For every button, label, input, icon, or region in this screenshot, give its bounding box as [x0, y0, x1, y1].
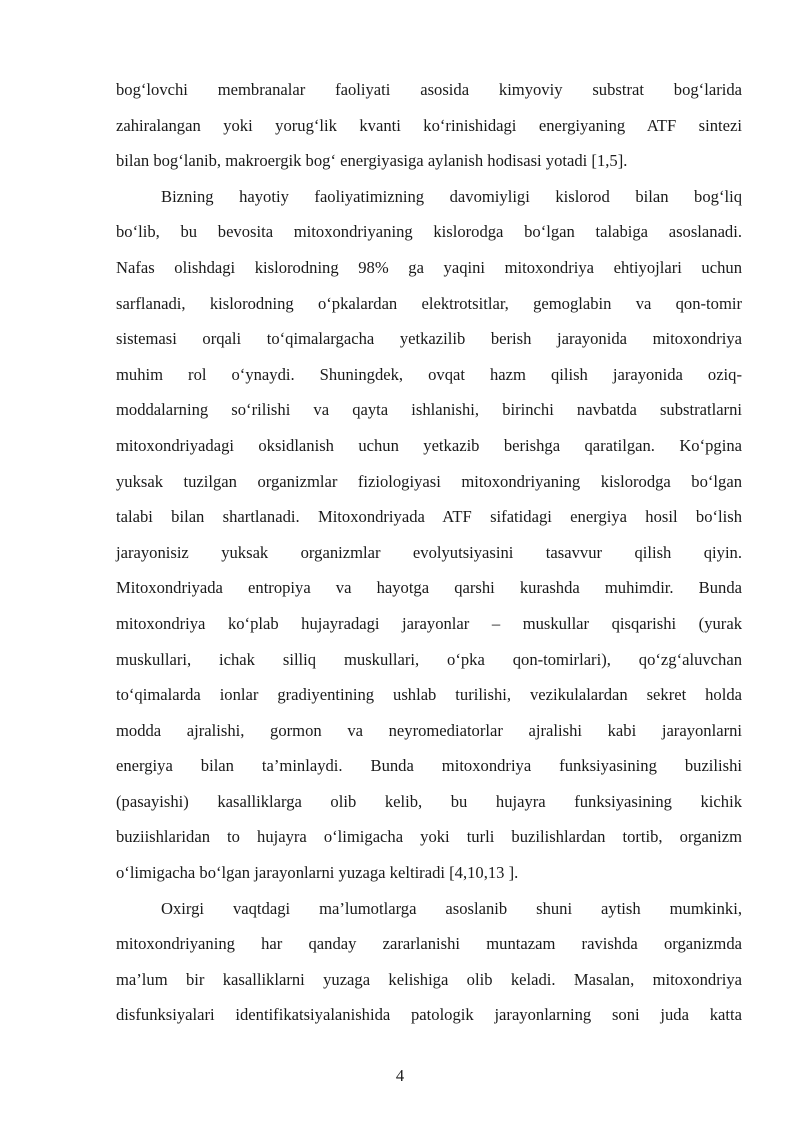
body-text — [116, 72, 742, 1033]
text-line: disfunksiyalari identifikatsiyalanishida patologik jarayonlarning soni juda katta — [116, 1005, 742, 1025]
text-line: (pasayishi) kasalliklarga olib kelib, bu hujayra funksiyasining kichik — [116, 791, 742, 811]
text-line: sistemasi orqali to‘qimalargacha yetkazilib berish jarayonida mitoxondriya — [116, 329, 742, 349]
text-line: ma’lum bir kasalliklarni yuzaga kelishiga olib keladi. Masalan, mitoxondriya — [116, 969, 742, 989]
text-line: Bizning hayotiy faoliyatimizning davomiyligi kislorod bilan bog‘liq — [161, 186, 742, 206]
text-line: Nafas olishdagi kislorodning 98% ga yaqini mitoxondriya ehtiyojlari uchun — [116, 257, 742, 277]
text-line: modda ajralishi, gormon va neyromediatorlar ajralishi kabi jarayonlarni — [116, 720, 742, 740]
text-line: Mitoxondriyada entropiya va hayotga qarshi kurashda muhimdir. Bunda — [116, 578, 742, 598]
paragraph-2 — [116, 179, 742, 891]
text-line: muhim rol o‘ynaydi. Shuningdek, ovqat hazm qilish jarayonida oziq- — [116, 364, 742, 384]
text-line: sarflanadi, kislorodning o‘pkalardan elektrotsitlar, gemoglabin va qon-tomir — [116, 293, 742, 313]
text-line: moddalarning so‘rilishi va qayta ishlanishi, birinchi navbatda substratlarni — [116, 400, 742, 420]
text-line: o‘limigacha bo‘lgan jarayonlarni yuzaga keltiradi [4,10,13 ]. — [116, 863, 519, 883]
text-line: muskullari, ichak silliq muskullari, o‘pka qon-tomirlari), qo‘zg‘aluvchan — [116, 649, 742, 669]
text-line: yuksak tuzilgan organizmlar fiziologiyasi mitoxondriyaning kislorodga bo‘lgan — [116, 471, 742, 491]
text-line: bo‘lib, bu bevosita mitoxondriyaning kislorodga bo‘lgan talabiga asoslanadi. — [116, 222, 742, 242]
text-line: jarayonisiz yuksak organizmlar evolyutsiyasini tasavvur qilish qiyin. — [116, 542, 742, 562]
text-line: talabi bilan shartlanadi. Mitoxondriyada ATF sifatidagi energiya hosil bo‘lish — [116, 507, 742, 527]
text-line: bog‘lovchi membranalar faoliyati asosida kimyoviy substrat bog‘larida — [116, 80, 742, 99]
text-line: Oxirgi vaqtdagi ma’lumotlarga asoslanib shuni aytish mumkinki, — [161, 898, 742, 918]
text-line: mitoxondriya ko‘plab hujayradagi jarayonlar – muskullar qisqarishi (yurak — [116, 613, 742, 633]
page-number: 4 — [395, 1066, 405, 1085]
text-line: zahiralangan yoki yorug‘lik kvanti ko‘rinishidagi energiyaning ATF sintezi — [116, 115, 742, 135]
text-line: mitoxondriyadagi oksidlanish uchun yetkazib berishga qaratilgan. Ko‘pgina — [116, 435, 742, 455]
text-line: to‘qimalarda ionlar gradiyentining ushlab turilishi, vezikulalardan sekret holda — [116, 685, 742, 705]
text-line: buziishlaridan to hujayra o‘limigacha yoki turli buzilishlardan tortib, organizm — [116, 827, 742, 847]
text-line: energiya bilan ta’minlaydi. Bunda mitoxondriya funksiyasining buzilishi — [116, 756, 742, 776]
text-line: bilan bog‘lanib, makroergik bog‘ energiyasiga aylanish hodisasi yotadi [1,5]. — [116, 151, 628, 171]
text-line: mitoxondriyaning har qanday zararlanishi muntazam ravishda organizmda — [116, 934, 742, 954]
paragraph-1 — [116, 72, 742, 179]
paragraph-3 — [116, 891, 742, 1033]
